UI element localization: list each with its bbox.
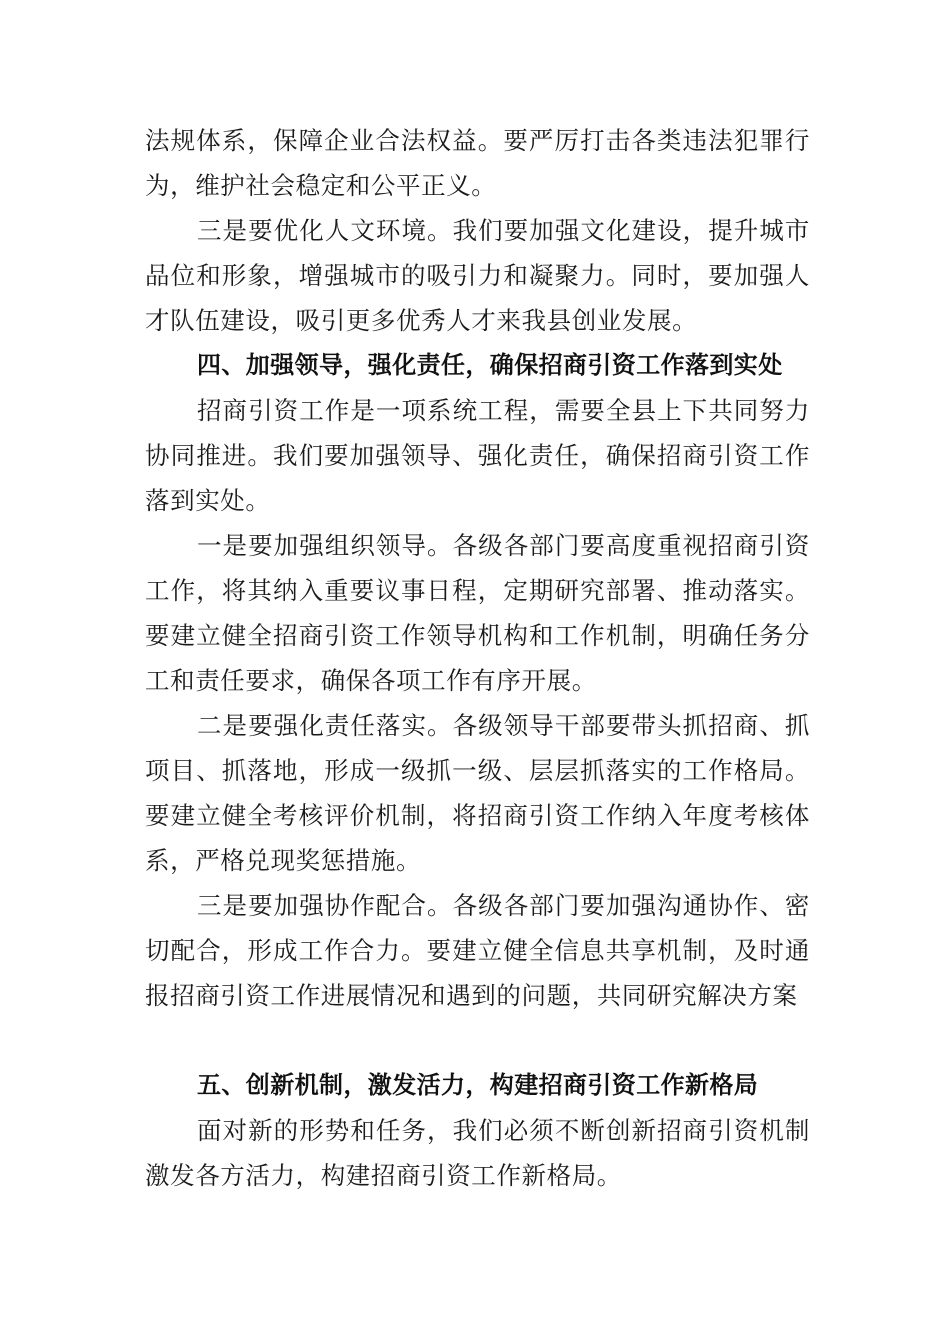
section-heading-four: 四、加强领导，强化责任，确保招商引资工作落到实处	[197, 351, 783, 379]
paragraph-legal-system: 法规体系，保障企业合法权益。要严厉打击各类违法犯罪行为，维护社会稳定和公平正义。	[145, 126, 810, 200]
paragraph-innovation: 面对新的形势和任务，我们必须不断创新招商引资机制激发各方活力，构建招商引资工作新格局。	[145, 1116, 810, 1190]
paragraph-system-engineering: 招商引资工作是一项系统工程，需要全县上下共同努力协同推进。我们要加强领导、强化责任，确保招商引资工作落到实处。	[145, 396, 810, 515]
paragraph-coordination: 三是要加强协作配合。各级各部门要加强沟通协作、密切配合，形成工作合力。要建立健全信息共享机制，及时通报招商引资工作进展情况和遇到的问题，共同研究解决方案	[145, 891, 810, 1010]
paragraph-cultural-environment: 三是要优化人文环境。我们要加强文化建设，提升城市品位和形象，增强城市的吸引力和凝聚力。同时，要加强人才队伍建设，吸引更多优秀人才来我县创业发展。	[145, 216, 810, 335]
paragraph-responsibility: 二是要强化责任落实。各级领导干部要带头抓招商、抓项目、抓落地，形成一级抓一级、层层抓落实的工作格局。要建立健全考核评价机制，将招商引资工作纳入年度考核体系，严格兑现奖惩措施。	[145, 711, 810, 875]
paragraph-organization-leadership: 一是要加强组织领导。各级各部门要高度重视招商引资工作，将其纳入重要议事日程，定期研究部署、推动落实。要建立健全招商引资工作领导机构和工作机制，明确任务分工和责任要求，确保各项工作有序开展。	[145, 531, 810, 695]
section-heading-five: 五、创新机制，激发活力，构建招商引资工作新格局	[197, 1071, 759, 1099]
